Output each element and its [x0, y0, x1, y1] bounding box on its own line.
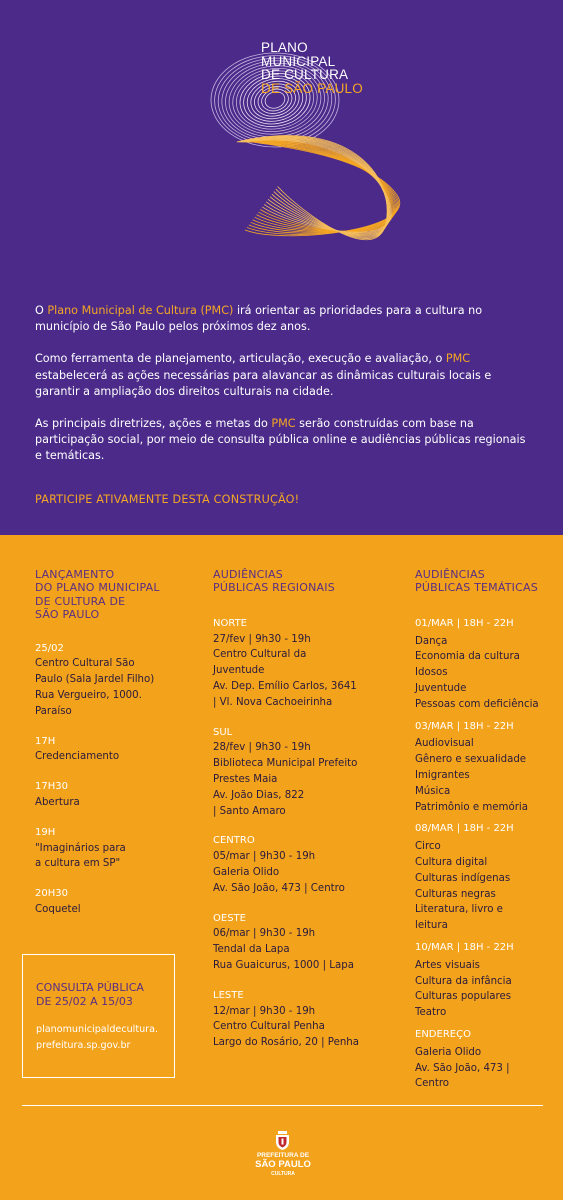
theme-line: Economia da cultura — [415, 651, 520, 663]
theme-line: Av. São João, 473 | — [415, 1062, 510, 1074]
theme-line: Dança — [415, 635, 448, 647]
regional-hearing — [213, 616, 393, 711]
intro-paragraph: O Plano Municipal de Cultura (PMC) irá orientar as prioridades para a cultura no município de São Paulo pelos próximos dez anos. — [35, 304, 483, 334]
title-line: SÃO PAULO — [35, 608, 100, 622]
hearing-line: Av. São João, 473 | Centro — [213, 882, 345, 894]
title-line: AUDIÊNCIAS — [415, 568, 485, 581]
regional-hearing — [213, 833, 393, 896]
region-name: NORTE — [213, 617, 247, 629]
region-name: CENTRO — [213, 835, 255, 847]
theme-line: Teatro — [415, 1007, 447, 1019]
theme-line: Galeria Olido — [415, 1046, 482, 1058]
hearing-line: 12/mar | 9h30 - 19h — [213, 1005, 316, 1017]
schedule-line: Credenciamento — [35, 751, 120, 763]
schedule-item — [35, 886, 195, 918]
launch-date: 25/02 — [35, 642, 64, 654]
hearing-date: 10/MAR | 18H - 22H — [415, 941, 514, 953]
theme-line: Idosos — [415, 667, 448, 679]
consultation-title: CONSULTA PÚBLICA DE 25/02 A 15/03 — [36, 981, 144, 1008]
theme-line: Circo — [415, 841, 441, 853]
schedule-time: 20H30 — [35, 888, 68, 900]
theme-line: Culturas negras — [415, 888, 496, 900]
hearing-line: Prestes Maia — [213, 773, 278, 785]
thematic-hearings-column — [415, 568, 555, 1098]
theme-line: Artes visuais — [415, 959, 480, 971]
city-hall-logo: PREFEITURA DE SÃO PAULO CULTURA — [255, 1152, 311, 1177]
schedule-item — [35, 779, 195, 811]
region-name: OESTE — [213, 912, 246, 924]
theme-line: Música — [415, 785, 451, 797]
launch-venue — [35, 641, 195, 720]
hearing-line: Galeria Olido — [213, 866, 280, 878]
schedule-line: "Imaginários para — [35, 842, 126, 854]
venue-line: Rua Vergueiro, 1000. — [35, 690, 142, 702]
theme-line: Culturas indígenas — [415, 872, 511, 884]
logo-title — [261, 41, 363, 95]
hearing-line: 28/fev | 9h30 - 19h — [213, 742, 311, 754]
hearing-date: 03/MAR | 18H - 22H — [415, 720, 514, 732]
hearing-date: 01/MAR | 18H - 22H — [415, 617, 514, 629]
theme-line: Juventude — [415, 683, 467, 694]
title-line: DE CULTURA DE — [35, 594, 126, 608]
hearing-line: 06/mar | 9h30 - 19h — [213, 928, 316, 940]
hearing-line: Juventude — [213, 665, 265, 677]
region-name: LESTE — [213, 989, 244, 1001]
regional-hearings-column — [213, 568, 393, 1065]
thematic-hearing — [415, 821, 555, 934]
venue-line: Centro Cultural São — [35, 658, 135, 670]
theme-line: leitura — [415, 920, 448, 932]
schedule-item — [35, 734, 195, 766]
intro-paragraph: As principais diretrizes, ações e metas do PMC serão construídas com base na participação social, por meio de consulta pública online e audiências públicas regionais e temáticas. — [35, 417, 526, 463]
public-consultation-box — [22, 954, 175, 1078]
theme-line: Culturas populares — [415, 991, 512, 1003]
venue-line: Paraíso — [35, 705, 72, 717]
intro-text — [35, 303, 535, 481]
hearing-line: | Santo Amaro — [213, 805, 286, 817]
schedule-line: Abertura — [35, 797, 80, 808]
city-seal-icon — [275, 1131, 290, 1150]
title-line: DO PLANO MUNICIPAL — [35, 581, 160, 595]
hearing-line: Tendal da Lapa — [213, 944, 290, 956]
consultation-url[interactable]: planomunicipaldecultura. prefeitura.sp.gov.br — [36, 1024, 159, 1051]
theme-line: Centro — [415, 1078, 450, 1090]
contour-line — [245, 142, 400, 236]
launch-title — [35, 568, 195, 622]
hearing-line: Centro Cultural Penha — [213, 1021, 325, 1033]
schedule-time: 19H — [35, 826, 56, 838]
hearing-line: Largo do Rosário, 20 | Penha — [213, 1037, 360, 1049]
hearing-date: ENDEREÇO — [415, 1028, 471, 1040]
thematic-hearing — [415, 719, 555, 816]
thematic-hearing — [415, 940, 555, 1021]
hearing-line: 05/mar | 9h30 - 19h — [213, 851, 316, 863]
theme-line: Gênero e sexualidade — [415, 754, 527, 766]
hearing-date: 08/MAR | 18H - 22H — [415, 823, 514, 835]
hearing-line: Biblioteca Municipal Prefeito — [213, 758, 358, 770]
schedule-time: 17H — [35, 735, 56, 747]
intro-paragraph: Como ferramenta de planejamento, articulação, execução e avaliação, o PMC estabelecerá as ações necessárias para alavancar as dinâmicas culturais locais e garantir a ampliação dos direitos culturais na cidade. — [35, 352, 492, 398]
theme-line: Patrimônio e memória — [415, 801, 528, 813]
title-line: AUDIÊNCIAS — [213, 568, 283, 581]
theme-line: Cultura digital — [415, 856, 488, 868]
venue-line: Paulo (Sala Jardel Filho) — [35, 674, 155, 686]
hearing-line: Av. João Dias, 822 — [213, 789, 305, 801]
hearing-line: Centro Cultural da — [213, 649, 307, 661]
hearing-line: | Vl. Nova Cachoeirinha — [213, 696, 333, 708]
logo-line-highlight: DE SÃO PAULO — [261, 80, 363, 96]
theme-line: Imigrantes — [415, 769, 470, 781]
theme-line: Pessoas com deficiência — [415, 698, 539, 710]
divider — [22, 1105, 543, 1106]
hearing-line: Rua Guaicurus, 1000 | Lapa — [213, 959, 354, 971]
regional-hearing — [213, 911, 393, 974]
schedule-time: 17H30 — [35, 781, 68, 793]
hearing-line: Av. Dep. Emílio Carlos, 3641 — [213, 681, 357, 692]
logo-line: MUNICIPAL — [261, 53, 336, 69]
schedule-line: Coquetel — [35, 903, 81, 915]
regional-hearing — [213, 725, 393, 820]
schedule-line: a cultura em SP" — [35, 858, 121, 870]
thematic-hearing — [415, 1027, 555, 1092]
hearing-line: 27/fev | 9h30 - 19h — [213, 633, 311, 645]
theme-line: Literatura, livro e — [415, 904, 503, 916]
theme-line: Cultura da infância — [415, 975, 512, 987]
regional-hearing — [213, 988, 393, 1051]
thematic-title — [415, 568, 555, 595]
logo-line: PLANO — [261, 40, 308, 55]
region-name: SUL — [213, 726, 233, 738]
schedule-item — [35, 825, 195, 872]
launch-column — [35, 568, 195, 932]
title-line: LANÇAMENTO — [35, 568, 115, 581]
call-to-action: PARTICIPE ATIVAMENTE DESTA CONSTRUÇÃO! — [35, 493, 300, 506]
regional-title — [213, 568, 393, 595]
theme-line: Audiovisual — [415, 738, 474, 750]
logo-line: DE CULTURA — [261, 67, 349, 82]
title-line: PÚBLICAS REGIONAIS — [213, 581, 335, 595]
title-line: PÚBLICAS TEMÁTICAS — [415, 581, 538, 595]
thematic-hearing — [415, 616, 555, 713]
